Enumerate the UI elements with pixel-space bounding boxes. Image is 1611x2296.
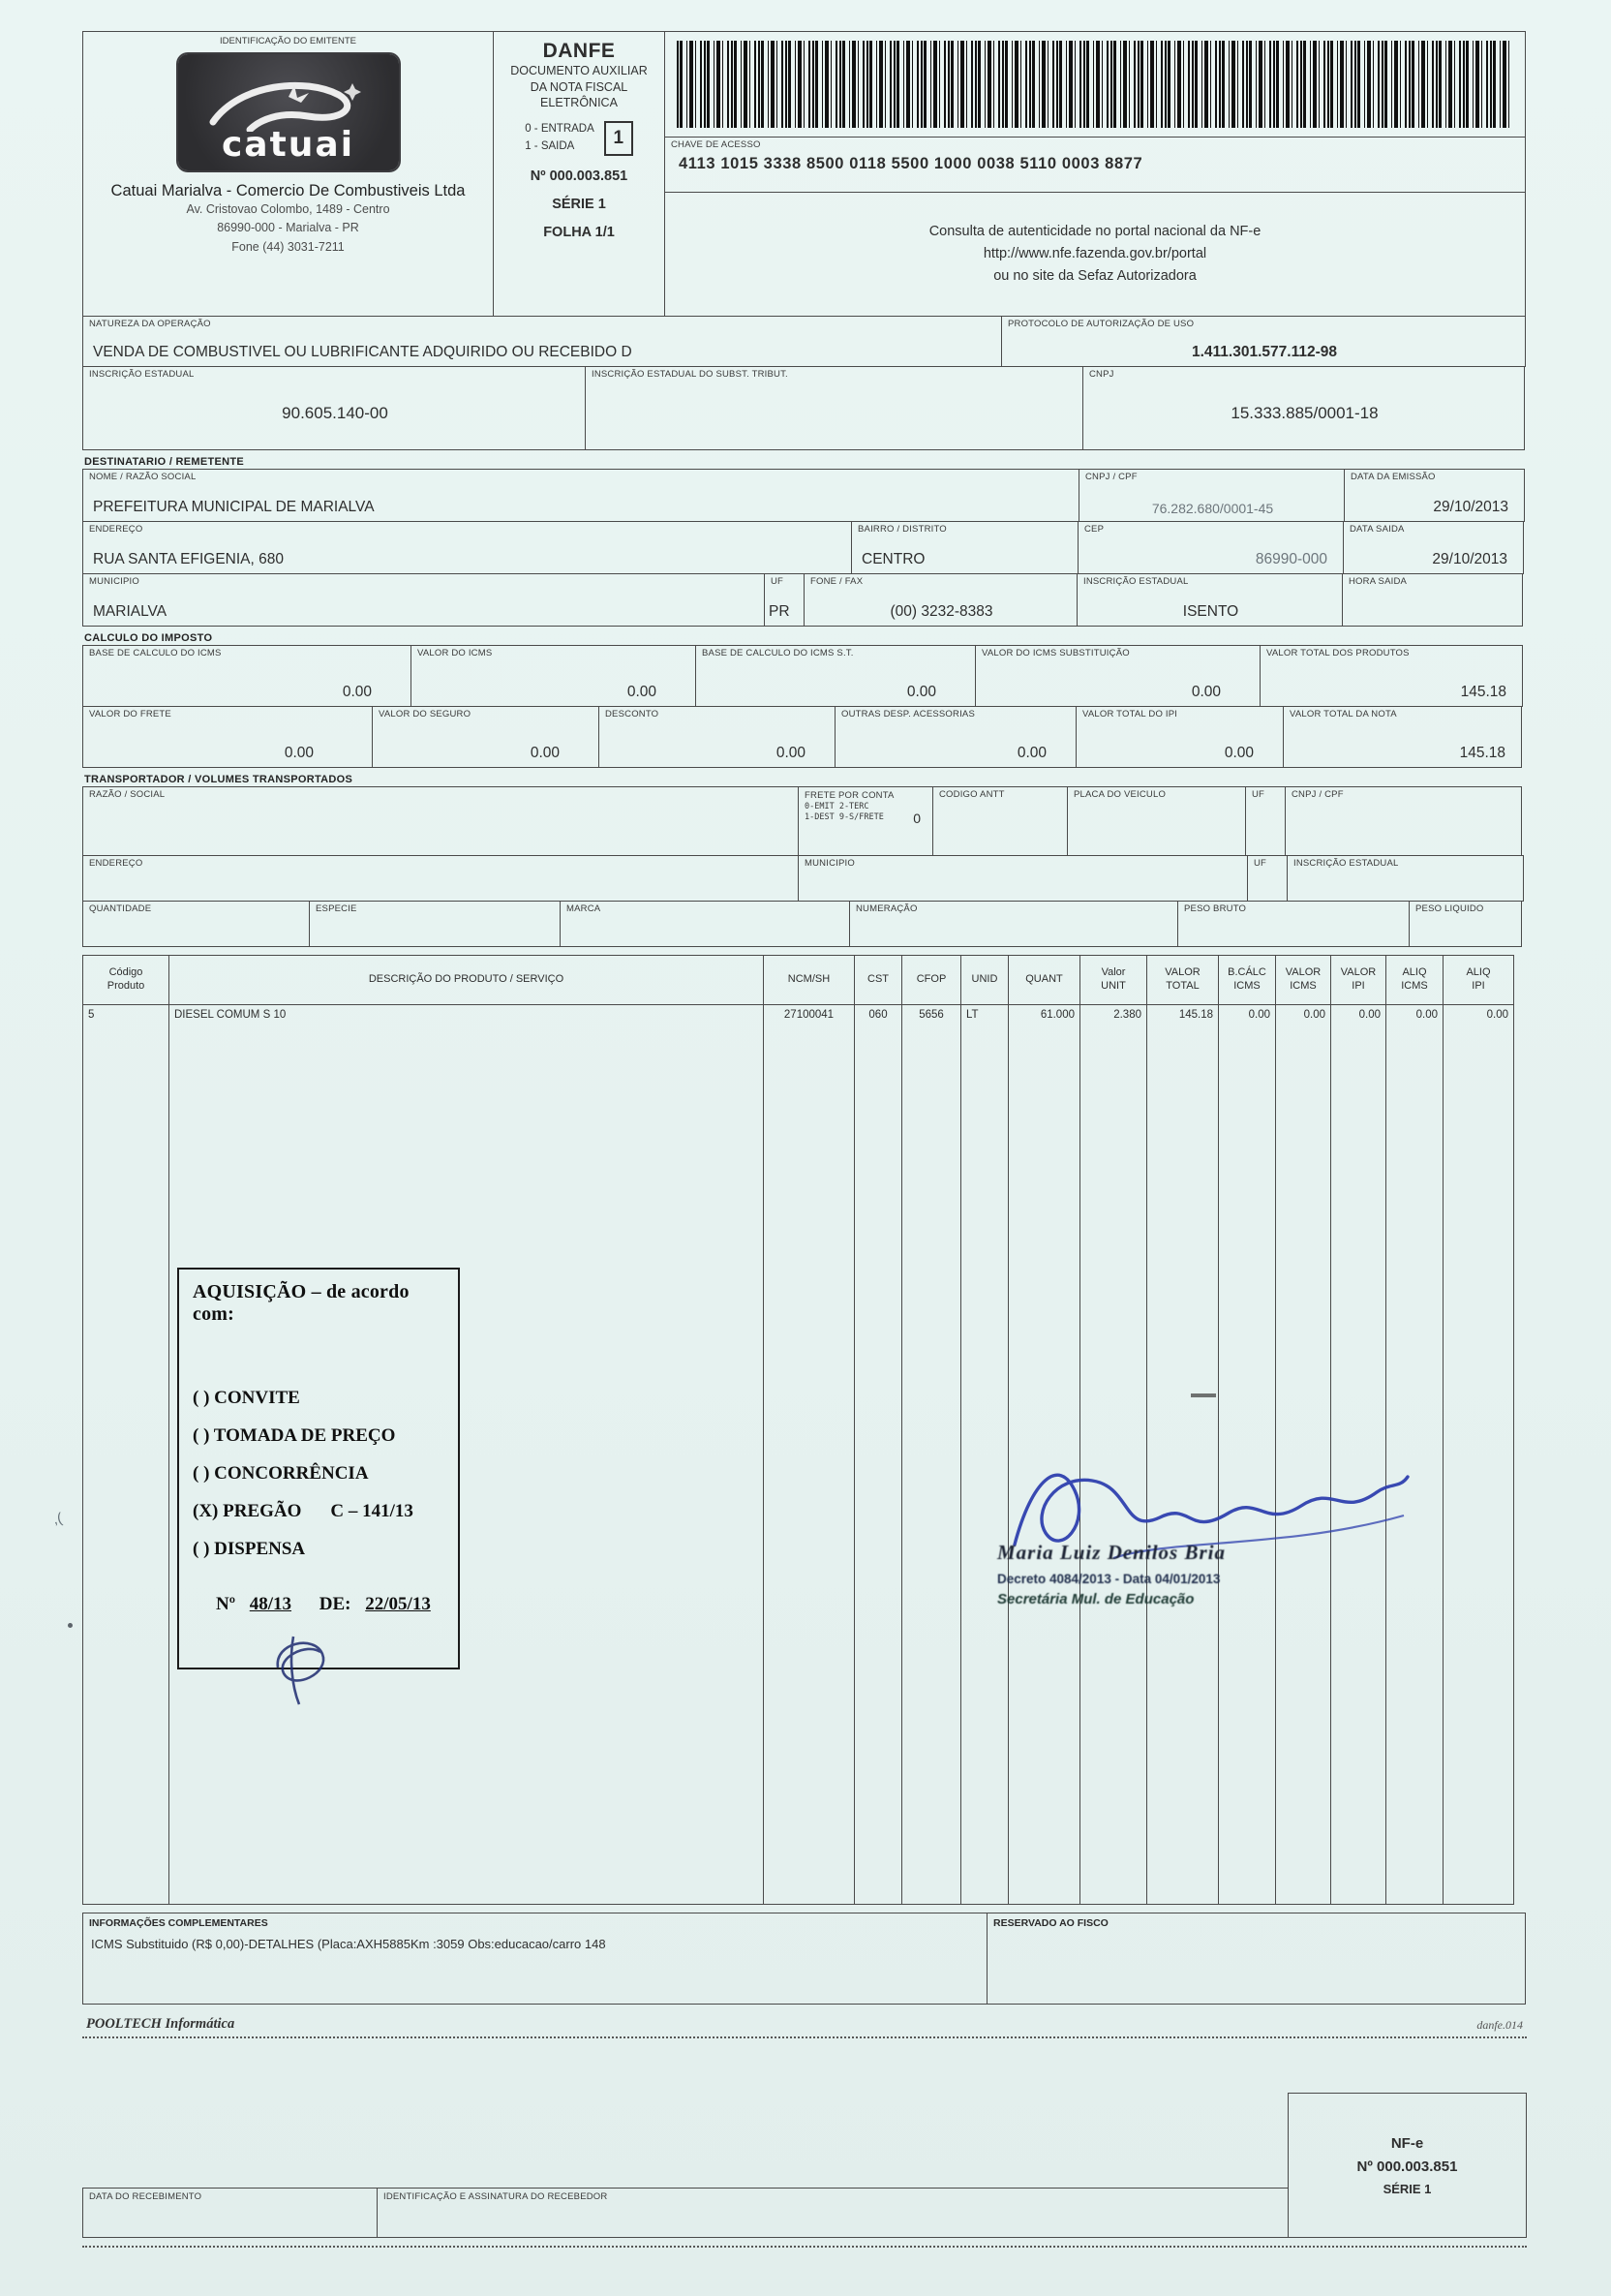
field-label: PROTOCOLO DE AUTORIZAÇÃO DE USO [1008,319,1195,329]
field-value: 1.411.301.577.112-98 [1192,344,1337,361]
scan-artifact: ,( [51,1510,64,1528]
emitente-label: IDENTIFICAÇÃO DO EMITENTE [220,36,356,46]
base-calculo-icms-st-field [695,645,976,707]
saida-label: 1 - SAIDA [525,139,575,152]
field-value: ISENTO [1182,603,1239,621]
uf-transportador-field-2 [1247,855,1288,902]
stamp-item: ( ) TOMADA DE PREÇO [193,1424,396,1446]
municipio-field [82,573,765,627]
field-label: BAIRRO / DISTRITO [858,524,947,535]
nf-numero: Nº 000.003.851 [530,168,628,184]
field-value: PR [769,603,790,621]
numeracao-field [849,901,1178,947]
field-label: INFORMAÇÕES COMPLEMENTARES [89,1917,268,1929]
field-value: 29/10/2013 [1432,551,1507,568]
danfe-document [82,32,1527,2248]
col-header-valor-icms: VALOR ICMS [1275,955,1331,1005]
field-label: VALOR TOTAL DO IPI [1082,709,1178,719]
field-label: BASE DE CALCULO DO ICMS S.T. [702,648,854,658]
inscricao-estadual-field [82,366,586,450]
imposto-row-1 [82,645,1527,707]
destinatario-nome-field [82,469,1079,522]
stamp-pregao-numero: C – 141/13 [330,1500,413,1521]
produto-ncm: 27100041 [783,1009,835,1021]
produto-descricao: DIESEL COMUM S 10 [174,1009,287,1021]
col-header-cfop: CFOP [901,955,961,1005]
consulta-text: ou no site da Sefaz Autorizadora [993,268,1197,285]
field-label: PESO LIQUIDO [1415,903,1484,914]
col-header-aliq-icms: ALIQ ICMS [1385,955,1444,1005]
assinatura-recebedor-field [377,2188,1289,2238]
data-emissao-field [1344,469,1525,522]
field-label: CEP [1084,524,1105,535]
municipio-transportador-field [798,855,1248,902]
chave-acesso-label: CHAVE DE ACESSO [671,139,761,150]
uf-transportador-field [1245,786,1286,856]
peso-bruto-field [1177,901,1410,947]
field-label: INSCRIÇÃO ESTADUAL DO SUBST. TRIBUT. [592,369,788,380]
col-header-codigo: Código Produto [82,955,169,1005]
especie-field [309,901,561,947]
imposto-section-title: CALCULO DO IMPOSTO [84,632,213,644]
consulta-url: http://www.nfe.fazenda.gov.br/portal [983,245,1207,261]
produto-cfop: 5656 [919,1009,944,1021]
desconto-field [598,706,836,768]
valor-total-nota-field [1283,706,1522,768]
field-label: 1-DEST 9-S/FRETE [805,811,884,822]
hora-saida-field [1342,573,1523,627]
info-row [82,1913,1527,2005]
destinatario-section-title: DESTINATARIO / REMETENTE [84,456,245,468]
canhoto-nfe-numero: Nº 000.003.851 [1356,2158,1458,2175]
produto-bcalc-icms: 0.00 [1248,1009,1270,1021]
codigo-antt-field [932,786,1068,856]
stamp-footer [193,1594,444,1615]
col-header-cst: CST [854,955,902,1005]
produto-valor-total: 145.18 [1178,1009,1213,1021]
signer-name: Maria Luiz Denilos Bria [997,1541,1226,1564]
stamp-title: AQUISIÇÃO – de acordo com: [193,1281,410,1325]
col-header-valor-ipi: VALOR IPI [1330,955,1386,1005]
field-value: 0 [913,811,921,826]
signature-area [997,1421,1413,1607]
field-label: UF [771,576,784,587]
data-saida-field [1343,521,1524,574]
field-label: QUANTIDADE [89,903,152,914]
field-label: PLACA DO VEICULO [1074,789,1167,800]
col-header-aliq-ipi: ALIQ IPI [1443,955,1514,1005]
uf-field [764,573,805,627]
field-value: RUA SANTA EFIGENIA, 680 [93,551,284,568]
danfe-subtitle: DA NOTA FISCAL [530,79,628,94]
field-label: UF [1254,858,1267,869]
field-label: ENDEREÇO [89,524,143,535]
field-value: 145.18 [1459,745,1505,762]
cnpj-emitente-field [1082,366,1525,450]
field-label: MARCA [566,903,601,914]
footer-credits [82,2016,1527,2033]
col-header-descricao: DESCRIÇÃO DO PRODUTO / SERVIÇO [168,955,764,1005]
inscricao-row [82,366,1527,450]
produto-valor-unit: 2.380 [1113,1009,1141,1021]
natureza-row [82,316,1527,367]
field-label: VALOR DO SEGURO [379,709,471,719]
stamp-items [193,1380,444,1569]
protocolo-field [1001,316,1526,367]
canhoto-nfe-box [1288,2093,1527,2238]
col-header-valor-unit: Valor UNIT [1079,955,1147,1005]
produto-aliq-ipi: 0.00 [1486,1009,1508,1021]
data-recebimento-field [82,2188,378,2238]
inscricao-transportador-field [1287,855,1524,902]
endereco-transportador-field [82,855,799,902]
field-label: ESPECIE [316,903,357,914]
stamp-de-value: 22/05/13 [365,1593,431,1614]
stamp-de-label: DE: [319,1593,351,1614]
transportador-row-1 [82,786,1527,856]
company-name: Catuai Marialva - Comercio De Combustiveis Ltda [110,182,466,199]
signer-title: Secretária Mul. de Educação [997,1591,1195,1607]
field-label: VALOR TOTAL DA NOTA [1290,709,1397,719]
natureza-operacao-field [82,316,1002,367]
logo-wordmark: catuai [221,125,355,165]
field-value: 15.333.885/0001-18 [1231,403,1379,422]
field-label: RAZÃO / SOCIAL [89,789,166,800]
field-label: PESO BRUTO [1184,903,1247,914]
header-right-column [665,31,1526,317]
razao-social-field [82,786,799,856]
stamp-item: ( ) CONVITE [193,1388,300,1408]
col-header-quant: QUANT [1008,955,1080,1005]
quantidade-field [82,901,310,947]
stamp-num-value: 48/13 [249,1593,292,1614]
valor-icms-field [410,645,696,707]
marca-field [560,901,850,947]
field-value: VENDA DE COMBUSTIVEL OU LUBRIFICANTE ADQUIRIDO OU RECEBIDO D [93,344,632,361]
produto-unid: LT [966,1009,979,1021]
fone-field [804,573,1078,627]
valor-icms-substituicao-field [975,645,1261,707]
scan-artifact [68,1623,73,1628]
field-value: 0.00 [342,684,372,701]
peso-liquido-field [1409,901,1522,947]
field-label: VALOR DO ICMS [417,648,493,658]
valor-total-ipi-field [1076,706,1284,768]
destinatario-row-3 [82,573,1527,627]
field-label: CNPJ / CPF [1085,472,1138,482]
col-header-ncm: NCM/SH [763,955,855,1005]
nf-folha: FOLHA 1/1 [543,224,615,240]
perforation-line [82,2036,1527,2038]
canhoto-recebimento [82,2093,1527,2238]
base-calculo-icms-field [82,645,411,707]
danfe-subtitle: DOCUMENTO AUXILIAR [510,64,648,77]
produto-quant: 61.000 [1040,1009,1075,1021]
field-label: DESCONTO [605,709,659,719]
stamp-item-checked: (X) PREGÃO [193,1500,302,1521]
company-logo [178,54,399,170]
field-value: CENTRO [862,551,926,568]
field-value: 86990-000 [1255,551,1327,568]
field-label: VALOR DO FRETE [89,709,171,719]
field-label: NOME / RAZÃO SOCIAL [89,472,197,482]
valor-total-produtos-field [1260,645,1523,707]
field-label: CNPJ / CPF [1292,789,1344,800]
field-label: VALOR TOTAL DOS PRODUTOS [1266,648,1410,658]
canhoto-nfe-serie: SÉRIE 1 [1383,2181,1432,2196]
produto-codigo-cell [82,1004,169,1905]
field-label: INSCRIÇÃO ESTADUAL [89,369,195,380]
reservado-fisco-box [987,1913,1526,2005]
field-value: 0.00 [626,684,656,701]
field-label: OUTRAS DESP. ACESSORIAS [841,709,975,719]
field-value: 0.00 [1224,745,1254,762]
field-label: MUNICIPIO [89,576,139,587]
field-label: NUMERAÇÃO [856,903,918,914]
barcode-box [664,31,1526,138]
produto-aliq-ipi-cell [1443,1004,1514,1905]
field-label: FRETE POR CONTA [805,790,895,801]
chave-acesso-value: 4113 1015 3338 8500 0118 5500 1000 0038 5110 0003 8877 [679,154,1143,172]
field-value: (00) 3232-8383 [890,603,993,621]
entrada-label: 0 - ENTRADA [525,123,594,136]
field-label: DATA SAIDA [1350,524,1405,535]
field-label: MUNICIPIO [805,858,855,869]
field-value: 76.282.680/0001-45 [1151,501,1274,517]
destinatario-row-1 [82,469,1527,522]
canhoto-nfe-label: NF-e [1390,2134,1424,2152]
field-value: 0.00 [530,745,560,762]
field-value: 0.00 [906,684,936,701]
field-label: VALOR DO ICMS SUBSTITUIÇÃO [982,648,1130,658]
produto-codigo: 5 [88,1009,95,1021]
col-header-bcalc-icms: B.CÁLC ICMS [1218,955,1276,1005]
aquisicao-stamp [177,1268,460,1669]
danfe-title: DANFE [542,40,616,62]
nf-serie: SÉRIE 1 [552,196,606,212]
field-label: NATUREZA DA OPERAÇÃO [89,319,211,329]
transportador-row-3 [82,901,1527,947]
tipo-operacao [494,121,664,156]
company-address-line: Fone (44) 3031-7211 [231,239,345,254]
header [82,31,1527,317]
perforation-line-bottom [82,2246,1527,2248]
placa-veiculo-field [1067,786,1246,856]
cep-field [1078,521,1344,574]
pen-dash [1191,1393,1216,1397]
signer-decree: Decreto 4084/2013 - Data 04/01/2013 [997,1572,1221,1586]
field-label: BASE DE CALCULO DO ICMS [89,648,222,658]
produto-aliq-icms: 0.00 [1415,1009,1438,1021]
field-label: IDENTIFICAÇÃO E ASSINATURA DO RECEBEDOR [383,2191,608,2202]
field-label: 0-EMIT 2-TERC [805,801,869,811]
company-address-line: Av. Cristovao Colombo, 1489 - Centro [186,202,390,216]
field-label: INSCRIÇÃO ESTADUAL [1293,858,1399,869]
inscricao-subst-field [585,366,1083,450]
produtos-header-row [82,955,1527,1005]
col-header-valor-total: VALOR TOTAL [1146,955,1219,1005]
field-label: DATA DO RECEBIMENTO [89,2191,202,2202]
produto-valor-ipi: 0.00 [1358,1009,1381,1021]
logo-graphic [192,76,385,132]
emitente-box [82,31,494,317]
valor-frete-field [82,706,373,768]
outras-despesas-field [835,706,1077,768]
field-label: ENDEREÇO [89,858,143,869]
field-label: CNPJ [1089,369,1114,380]
field-label: INSCRIÇÃO ESTADUAL [1083,576,1189,587]
transportador-section-title: TRANSPORTADOR / VOLUMES TRANSPORTADOS [84,774,353,785]
consulta-box [664,192,1526,317]
informacoes-complementares-box [82,1913,988,2005]
danfe-box [493,31,665,317]
software-credit: POOLTECH Informática [86,2016,235,2032]
field-label: UF [1252,789,1265,800]
inscricao-destinatario-field [1077,573,1343,627]
stamp-num-label: Nº [216,1593,235,1614]
stamp-item: ( ) CONCORRÊNCIA [193,1462,369,1484]
imposto-row-2 [82,706,1527,768]
chave-acesso-box [664,137,1526,193]
consulta-text: Consulta de autenticidade no portal nacional da NF-e [928,223,1261,239]
info-text: ICMS Substituido (R$ 0,00)-DETALHES (Placa:AXH5885Km :3059 Obs:educacao/carro 148 [91,1937,606,1951]
field-label: DATA DA EMISSÃO [1351,472,1436,482]
field-value: 0.00 [775,745,806,762]
field-value: 0.00 [1017,745,1047,762]
field-value: 145.18 [1460,684,1506,701]
endereco-field [82,521,852,574]
company-address-line: 86990-000 - Marialva - PR [217,221,359,235]
frete-por-conta-field [798,786,933,856]
produto-cfop-cell [901,1004,961,1905]
field-label: HORA SAIDA [1349,576,1408,587]
col-header-unid: UNID [960,955,1009,1005]
field-value: 29/10/2013 [1433,499,1508,516]
pen-mark [262,1629,351,1710]
bairro-field [851,521,1079,574]
produto-ncm-cell [763,1004,855,1905]
produto-cst: 060 [868,1009,888,1021]
field-label: FONE / FAX [810,576,864,587]
field-value: PREFEITURA MUNICIPAL DE MARIALVA [93,499,375,516]
tipo-operacao-box: 1 [604,121,633,156]
field-label: RESERVADO AO FISCO [993,1917,1109,1929]
stamp-item: ( ) DISPENSA [193,1538,306,1559]
destinatario-row-2 [82,521,1527,574]
field-label: CODIGO ANTT [939,789,1005,800]
field-value: 0.00 [284,745,314,762]
produtos-body [82,1004,1527,1905]
field-value: MARIALVA [93,603,167,621]
produto-cst-cell [854,1004,902,1905]
field-value: 90.605.140-00 [282,403,388,422]
produto-valor-icms: 0.00 [1303,1009,1325,1021]
form-code: danfe.014 [1476,2018,1523,2032]
barcode [677,41,1513,128]
field-value: 0.00 [1191,684,1221,701]
danfe-subtitle: ELETRÔNICA [540,96,618,109]
valor-seguro-field [372,706,599,768]
destinatario-cnpj-field [1079,469,1345,522]
transportador-row-2 [82,855,1527,902]
cnpj-transportador-field [1285,786,1522,856]
